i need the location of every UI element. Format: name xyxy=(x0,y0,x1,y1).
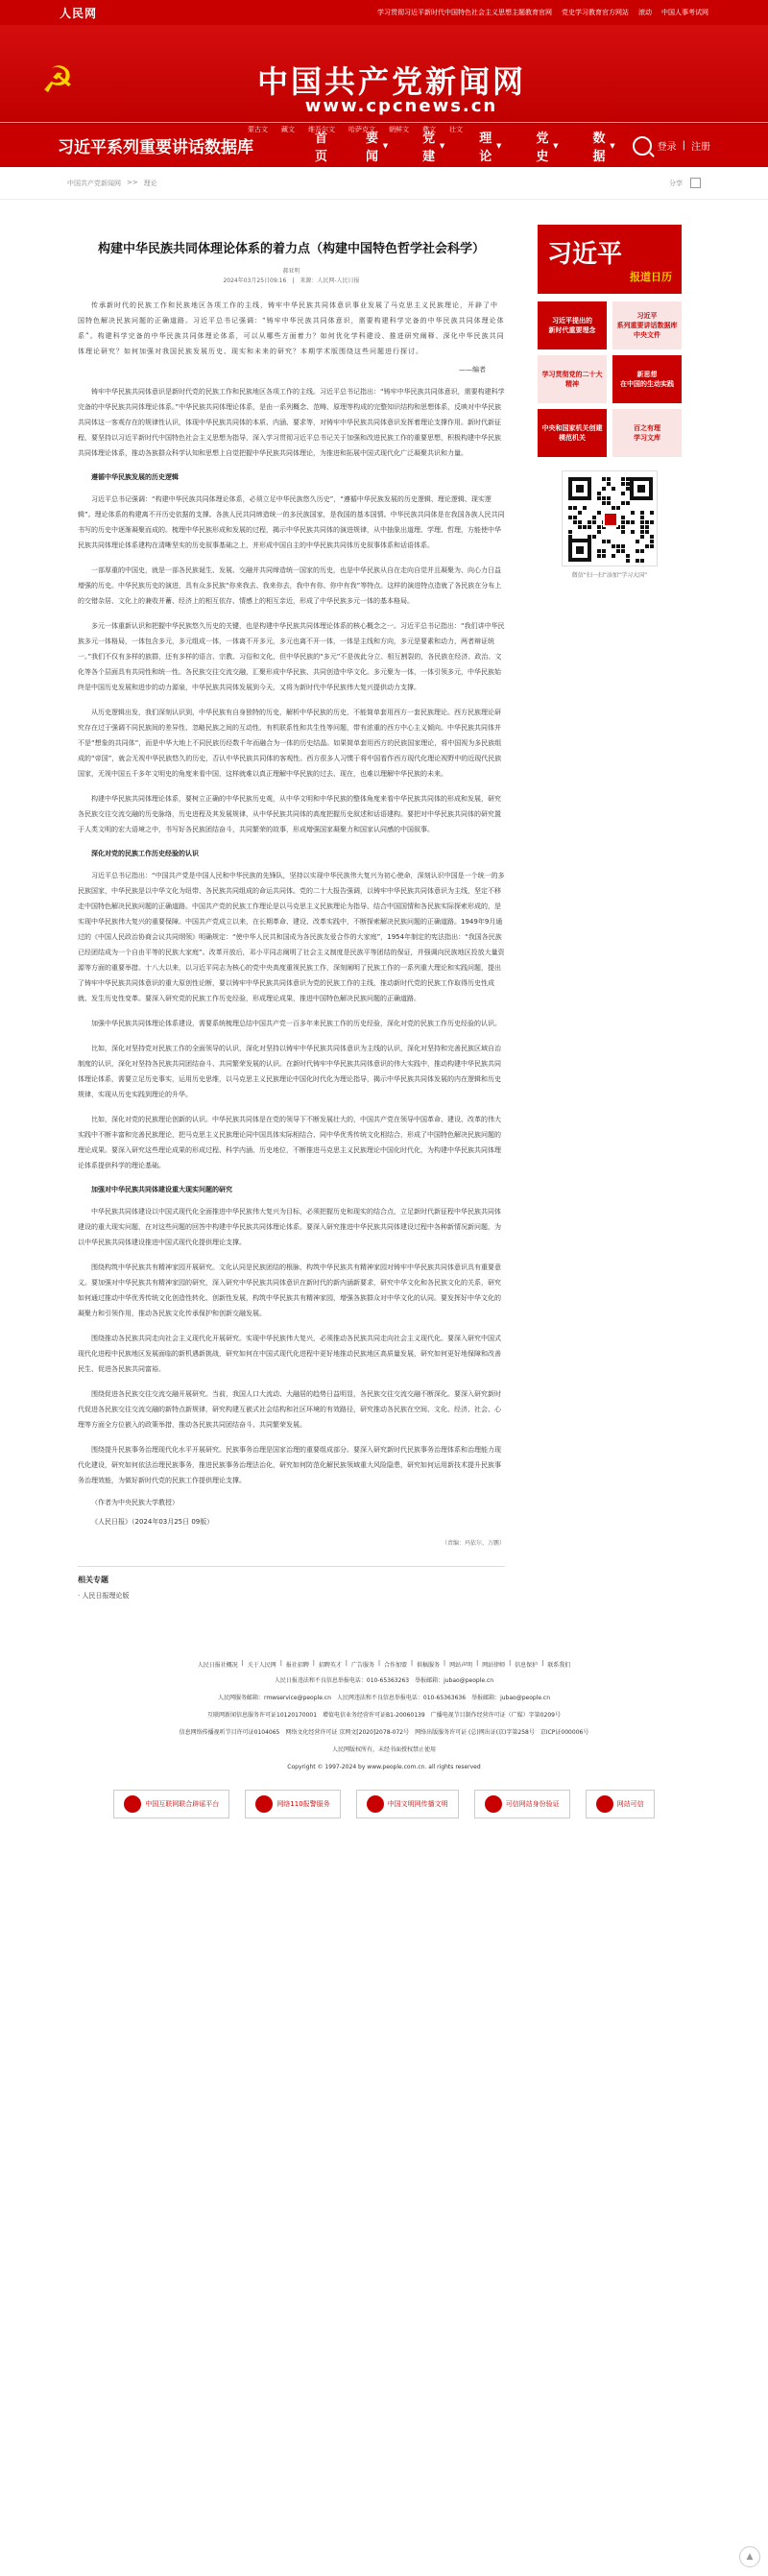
related-topics xyxy=(78,1566,505,1601)
login-link[interactable]: 登录 xyxy=(657,142,677,153)
lang-link[interactable]: 哈萨克文 xyxy=(348,126,375,133)
divider: | xyxy=(411,1660,414,1667)
chevron-down-icon: ▼ xyxy=(553,141,559,150)
lang-link[interactable]: 彝文 xyxy=(422,126,436,133)
back-to-top-button[interactable]: ▲ xyxy=(739,2546,760,2567)
badge-icon xyxy=(485,1795,502,1813)
sidebar-tile[interactable]: 中央和国家机关创建模范机关 xyxy=(538,409,607,457)
sidebar-tile[interactable]: 百之有理 学习文库 xyxy=(612,409,682,457)
badge-icon xyxy=(124,1795,141,1813)
banner-subtitle: 报道日历 xyxy=(630,271,672,283)
divider: | xyxy=(279,1660,282,1667)
badge-icon xyxy=(596,1795,613,1813)
register-link[interactable]: 注册 xyxy=(691,142,710,153)
chevron-down-icon: ▼ xyxy=(439,141,445,150)
site-url: www.cpcnews.cn xyxy=(304,96,498,116)
footer-link[interactable]: 网站声明 xyxy=(449,1662,473,1669)
trust-badge[interactable] xyxy=(356,1790,459,1818)
lang-link[interactable]: 藏文 xyxy=(281,126,295,133)
badge-icon xyxy=(255,1795,273,1813)
divider: | xyxy=(509,1660,512,1667)
top-link[interactable]: 滚动 xyxy=(638,9,652,16)
lang-link[interactable]: 蒙古文 xyxy=(248,126,268,133)
editor-credit: （责编：玛依尔、万鹏） xyxy=(441,1540,505,1547)
nav-label: 党史 xyxy=(536,131,549,164)
article-paragraph: 围绕促进各民族交往交流交融开展研究。当前，我国人口大流动、大融居的趋势日益明显，各民族交往交流交融不断深化。要深入研究新时代促进各民族交往交流交融的新特点新规律，研究构建互嵌式社会结构和社区环境的有效路径，研究推动各民族在空间、文化、经济、社会、心理等方面全方位嵌入的政策举措，推动各民族共同团结奋斗、共同繁荣发展。 xyxy=(78,1390,501,1429)
footer-link[interactable]: 关于人民网 xyxy=(247,1662,276,1669)
nav-label: 党建 xyxy=(422,131,436,164)
sidebar-tile[interactable]: 新思想 在中国的生动实践 xyxy=(612,355,682,403)
trust-badge[interactable] xyxy=(474,1790,570,1818)
sidebar-tile[interactable]: 习近平提出的 新时代重要理念 xyxy=(538,301,607,349)
footer-link[interactable]: 联系我们 xyxy=(547,1662,571,1669)
share-icon[interactable] xyxy=(690,178,701,188)
footer-info-row: 人民网版权所有，未经书面授权禁止使用 xyxy=(331,1746,436,1753)
search-icon[interactable] xyxy=(633,136,652,156)
chevron-down-icon: ▼ xyxy=(382,141,389,150)
footer-info-row: 人民日报违法和不良信息举报电话：010-65363263 举报邮箱：jubao@people.cn xyxy=(274,1677,494,1684)
divider: | xyxy=(345,1660,348,1667)
article-author: 郝亚明 xyxy=(282,268,300,275)
top-link[interactable]: 党史学习教育官方网站 xyxy=(562,9,629,16)
badge-label: 网络110报警服务 xyxy=(276,1800,330,1808)
top-utility-bar xyxy=(0,0,768,25)
qr-code xyxy=(562,470,658,566)
trust-badge[interactable] xyxy=(245,1790,340,1818)
nav-label: 数据 xyxy=(592,131,606,164)
lang-link[interactable]: 壮文 xyxy=(449,126,463,133)
database-brand[interactable]: 习近平系列重要讲话数据库 xyxy=(58,138,253,157)
breadcrumb-item[interactable]: 理论 xyxy=(143,179,157,187)
footer xyxy=(0,1660,768,1818)
footer-link[interactable]: 供稿服务 xyxy=(417,1662,441,1669)
divider: | xyxy=(541,1660,544,1667)
lang-link[interactable]: 朝鲜文 xyxy=(389,126,409,133)
section-heading: 加强对中华民族共同体建设重大现实问题的研究 xyxy=(91,1186,232,1193)
breadcrumb-item[interactable]: 中国共产党新闻网 xyxy=(67,179,121,187)
related-item[interactable]: · 人民日报理论版 xyxy=(78,1592,130,1600)
article-paragraph: 加强中华民族共同体理论体系建设，需要系统梳理总结中国共产党一百多年来民族工作的历史经验，深化对党的民族工作历史经验的认识。 xyxy=(91,1020,501,1027)
article-body xyxy=(78,384,505,1488)
article-paragraph: 习近平总书记强调：“构建中华民族共同体理论体系，必须立足中华民族悠久历史”，“遵循中华民族发展的历史逻辑、理论逻辑、现实逻辑”。理论体系的构建离不开历史依据的支撑。各族人民共同缔造统一的多民族国家，是我国的基本国情。中华民族共同体是在我国各族人民共同书写的历史中逐渐凝聚而成的。梳理中华民族形成和发展的过程，揭示中华民族共同体的演进规律，从中抽象出道理、学理、哲理，方能使中华民族共同体理论体系建构在清晰坚实的历史叙事基础之上，并形成中国自主的中华民族共同体历史叙事体系和话语体系。 xyxy=(78,495,505,549)
chevron-down-icon: ▼ xyxy=(610,141,615,150)
sidebar-tile[interactable]: 学习贯彻党的二十大精神 xyxy=(538,355,607,403)
footer-links xyxy=(67,1660,701,1669)
author-note: （作者为中央民族大学教授） xyxy=(91,1499,179,1506)
sidebar xyxy=(538,211,682,1610)
nav-item-theory[interactable] xyxy=(462,128,518,164)
article-paragraph: 铸牢中华民族共同体意识是新时代党的民族工作和民族地区各项工作的主线。习近平总书记指出：“铸牢中华民族共同体意识，需要构建科学完备的中华民族共同体理论体系。”中华民族共同体理论体系，是由一系列概念、范畴、原理等构成的完整知识结构和思想体系，反映对中华民族共同体这一客观存在的规律性认识，体现中华民族共同体的本质、内涵、要求等，对铸牢中华民族共同体意识发挥着理论支撑作用。新时代新征程，要坚持以习近平新时代中国特色社会主义思想为指导，深入学习贯彻习近平总书记关于加强和改进民族工作的重要思想，积极构建中华民族共同体理论体系，推动各族群众科学认知和思想上自觉把握中华民族共同体理论，为推进和拓展中国式现代化广泛凝聚共识和力量。 xyxy=(78,388,505,457)
article-paragraph: 比如，深化对坚持党对民族工作的全面领导的认识，深化对坚持以铸牢中华民族共同体意识为主线的认识，深化对坚持和完善民族区域自治制度的认识，深化对坚持各民族共同团结奋斗、共同繁荣发展的认识。在新时代铸牢中华民族共同体意识的伟大实践中，推动构建中华民族共同体理论体系，需要立足历史事实，运用历史思维，以马克思主义民族理论中国化时代化为理论指导，揭示中华民族共同体发展的内在逻辑和历史规律，实现从历史实践到理论的升华。 xyxy=(78,1045,501,1098)
divider: | xyxy=(241,1660,244,1667)
chevron-down-icon: ▼ xyxy=(495,141,502,150)
article-title: 构建中华民族共同体理论体系的着力点（构建中国特色哲学社会科学） xyxy=(97,242,485,256)
footer-info-row: 信息网络传播视听节目许可证0104065 网络文化经营许可证 京网文[2020]2078-072号 网络出版服务许可证 (总)网出证(京)字第258号 京ICP证000006号 xyxy=(179,1729,589,1736)
article-paragraph: 习近平总书记指出：“中国共产党是中国人民和中华民族的先锋队，坚持以实现中华民族伟大复兴为初心使命，深刻认识中国是一个统一的多民族国家，中华民族是以中华文化为纽带、各民族共同组成的命运共同体。党的二十大报告强调，以铸牢中华民族共同体意识为主线，坚定不移走中国特色解决民族问题的正确道路。中国共产党的民族工作理论是以马克思主义民族理论为指导、结合中国国情和各民族实际探索形成的，是实现中华民族伟大复兴的重要保障。中国共产党成立以来，在长期革命、建设、改革实践中，不断探索解决民族问题的正确道路。1949年9月通过的《中国人民政治协商会议共同纲领》明确规定：“使中华人民共和国成为各民族友爱合作的大家庭”，1954年制定的宪法指出：“我国各民族已经团结成为一个自由平等的民族大家庭”。改革开放后，邓小平同志阐明了社会主义制度是民族平等团结的保证，并强调向民族地区投放大量资源等方面的重要举措。十八大以来，以习近平同志为核心的党中央高度重视民族工作，深刻阐明了民族工作的一系列重大理论和实践问题，提出了铸牢中华民族共同体意识的重大原创性论断，要以铸牢中华民族共同体意识为党的民族工作的主线，推动新时代党的民族工作取得历史性成就、发生历史性变革。要深入研究党的民族工作历史经验，形成理论成果，推进中国特色解决民族问题的正确道路。 xyxy=(78,872,505,1002)
divider: | xyxy=(444,1660,446,1667)
badge-label: 网站可信 xyxy=(616,1800,644,1808)
sidebar-tile[interactable]: 习近平 系列重要讲话数据库 中央文件 xyxy=(612,301,682,349)
article-paragraph: 比如，深化对党的民族理论创新的认识。中华民族共同体是在党的领导下不断发展壮大的，中国共产党在领导中国革命、建设、改革的伟大实践中不断丰富和完善民族理论，把马克思主义民族理论同中国具体实际相结合、同中华优秀传统文化相结合，形成了中国特色解决民族问题的理论成果。要深入研究这些理论成果的形成过程、科学内涵、历史地位，不断推进马克思主义民族理论中国化时代化，为构建中华民族共同体理论体系提供科学的理论基础。 xyxy=(78,1116,501,1169)
divider: | xyxy=(377,1660,380,1667)
nav-item-history[interactable] xyxy=(518,128,575,164)
nav-label: 要闻 xyxy=(366,131,379,164)
article-meta: 郝亚明 2024年03月25日09:16 | 来源：人民网-人民日报 xyxy=(78,267,505,286)
footer-info-row: Copyright © 1997-2024 by www.people.com.cn. all rights reserved xyxy=(287,1764,481,1770)
lang-link[interactable]: 维吾尔文 xyxy=(308,126,335,133)
section-heading: 深化对党的民族工作历史经验的认识 xyxy=(91,850,199,857)
language-links xyxy=(248,125,463,134)
footer-link[interactable]: 网站律师 xyxy=(482,1662,506,1669)
nav-label: 首页 xyxy=(315,131,328,164)
qr-caption: 微信“扫一扫”添加“学习大国” xyxy=(571,572,648,579)
footer-link[interactable]: 广告服务 xyxy=(350,1662,374,1669)
divider: | xyxy=(476,1660,479,1667)
trust-badge[interactable] xyxy=(113,1790,229,1818)
article-paragraph: 中华民族共同体建设以中国式现代化全面推进中华民族伟大复兴为目标，必须把握历史和现实的结合点，立足新时代新征程中华民族共同体建设的重大现实问题，在对这些问题的回答中构建中华民族共同体理论体系。要深入研究推进中华民族共同体建设过程中各种新情况新问题，为以中华民族共同体建设推进中国式现代化提供理论支撑。 xyxy=(78,1208,501,1246)
share-label: 分享 xyxy=(669,179,683,187)
divider: | xyxy=(312,1660,315,1667)
article-paragraph: 围绕推动各民族共同走向社会主义现代化开展研究。实现中华民族伟大复兴，必须推动各民族共同走向社会主义现代化。要深入研究中国式现代化进程中民族地区发展面临的新机遇新挑战，研究如何在中国式现代化进程中更好地推动民族地区高质量发展，研究如何更好地保障和改善民生、促进各民族共同富裕。 xyxy=(78,1335,501,1373)
article-paragraph: 一部厚重的中国史，就是一部各民族诞生、发展、交融并共同缔造统一国家的历史，也是中华民族从自在走向自觉并且凝聚为、向心力日益增强的历史。中华民族历史的演进，具有众多民族“你来我去、我来你去，我中有你、你中有我”等特点。这样的演进特点造就了各民族在分布上的交错杂居、文化上的兼收并蓄、经济上的相互依存、情感上的相互亲近，形成了中华民族多元一体的基本格局。 xyxy=(78,566,502,605)
editor-byline: ——编者 xyxy=(459,366,486,373)
footer-link[interactable]: 招聘英才 xyxy=(318,1662,342,1669)
xi-calendar-banner[interactable] xyxy=(538,225,682,294)
badge-label: 中国文明网传播文明 xyxy=(387,1800,448,1808)
article-paragraph: 围绕构筑中华民族共有精神家园开展研究。文化认同是民族团结的根脉，构筑中华民族共有精神家园对铸牢中华民族共同体意识具有重要意义。要加强对中华民族共有精神家园的研究，深入研究中华民族共同体意识在新时代的新内涵新要求，研究中华文化和各民族文化的关系，研究如何通过推动中华优秀传统文化创造性转化、创新性发展，构筑中华民族共有精神家园，增强各族群众对中华文化的认同。要发挥好中华文化的凝聚力和引领作用，推动各民族文化传承保护和创新交融发展。 xyxy=(78,1264,501,1317)
badge-label: 可信网站身份验证 xyxy=(505,1800,560,1808)
badge-label: 中国互联网联合辟谣平台 xyxy=(145,1800,220,1808)
article xyxy=(62,211,516,1610)
divider: | xyxy=(682,140,685,151)
article-date: 2024年03月25日09:16 xyxy=(223,277,287,284)
top-link[interactable]: 学习贯彻习近平新时代中国特色社会主义思想主题教育官网 xyxy=(377,9,552,16)
article-paragraph: 构建中华民族共同体理论体系，要树立正确的中华民族历史观，从中华文明和中华民族的整体角度来看中华民族共同体的形成和发展，研究各民族交往交流交融的历史脉络，历史进程及其发展规律，从中华民族共同体的高度把握历史叙述和话语建构。要把对中华民族共同体的研究置于人类文明的宏大语境之中，书写好各民族团结奋斗，共同繁荣的故事，形成增强国家凝聚力和国家认同感的中国叙事。 xyxy=(78,795,501,833)
article-paragraph: 围绕提升民族事务治理现代化水平开展研究。民族事务治理是国家治理的重要组成部分。要深入研究新时代民族事务治理体系和治理能力现代化建设，研究如何依法治理民族事务，推进民族事务治理法治化，研究如何防范化解民族领域重大风险隐患，研究如何运用新技术提升民族事务治理效能，为做好新时代党的民族工作提供理论支撑。 xyxy=(78,1446,501,1484)
footer-link[interactable]: 报社招聘 xyxy=(285,1662,309,1669)
nav-item-data[interactable] xyxy=(576,128,633,164)
publication-source: 《人民日报》（2024年03月25日 09版） xyxy=(91,1518,214,1526)
article-paragraph: 多元一体重新认识和把握中华民族悠久历史的关键，也是构建中华民族共同体理论体系的核心概念之一。习近平总书记指出：“我们讲中华民族多元一体格局，一体包含多元，多元组成一体，一体离不开多元，多元也离不开一体，一体是主线和方向，多元是要素和动力，两者辩证统一。”我们不仅有多样的族群，还有多样的语言、宗教、习俗和文化，但中华民族的“多元”不是彼此分立、相互割裂的，各民族在经济、政治、文化等各个层面具有共同性和统一性。各民族交往交流交融，汇聚形成中华民族、共同创造中华文化。多元聚为一体，一体引领多元，中华民族始终是中国历史发展和进步的动力源泉，中华民族共同体发展到今天，又将为新时代中华民族伟大复兴提供动力支撑。 xyxy=(78,622,505,691)
section-heading: 遵循中华民族发展的历史逻辑 xyxy=(91,473,179,481)
top-link[interactable]: 中国人事考试网 xyxy=(661,9,708,16)
footer-link[interactable]: 人民日报社概况 xyxy=(197,1662,238,1669)
masthead xyxy=(0,25,768,133)
trust-badge[interactable] xyxy=(586,1790,655,1818)
editor-intro: 传承新时代的民族工作和民族地区各项工作的主线，铸牢中华民族共同体意识事业发展了马克思主义民族理论，开辟了中国特色解决民族问题的正确道路。习近平总书记强调：“铸牢中华民族共同体意识，需要构建科学完备的中华民族共同体理论体系”。构建科学完备的中华民族共同体理论体系，可以从哪些方面着力？如何优化学科建设、推进研究阐释、深化中华民族共同体理论研究？如何加强对我国民族发展历史、现实和未来的研究？本期学术版围绕这些问题进行探讨。 xyxy=(78,301,505,355)
footer-link[interactable]: 信息保护 xyxy=(515,1662,539,1669)
people-logo[interactable]: 人民网 xyxy=(60,6,98,20)
party-emblem-icon: ☭ xyxy=(40,59,75,101)
breadcrumb xyxy=(0,167,768,200)
related-heading: 相关专题 xyxy=(78,1576,108,1584)
breadcrumb-sep: >> xyxy=(127,178,138,186)
top-links xyxy=(377,8,708,17)
footer-info-row: 人民网服务邮箱：rmwservice@people.cn 人民网违法和不良信息举报电话：010-65363636 举报邮箱：jubao@people.cn xyxy=(217,1695,551,1701)
footer-info-row: 互联网新闻信息服务许可证10120170001 增值电信业务经营许可证B1-20060139 广播电视节目制作经营许可证（广媒）字第0209号 xyxy=(207,1712,561,1719)
footer-link[interactable]: 合作加盟 xyxy=(383,1662,407,1669)
banner-title: 习近平 xyxy=(547,240,623,269)
site-title[interactable]: 中国共产党新闻网 xyxy=(256,63,526,100)
badge-icon xyxy=(367,1795,384,1813)
article-paragraph: 从历史逻辑出发，我们深刻认识到，中华民族有自身独特的历史，解析中华民族的历史，不能简单套用西方一套民族理论。西方民族理论研究存在过于强调不同民族间的差异性、忽略民族之间的互动性、有机联系性和共生性等问题，带有浓重的西方中心主义倾向。中华民族共同体并不是“想象的共同体”，而是中华大地上不同民族历经数千年而融合为一体的历史结晶。如果简单套用西方的民族国家理论，将中国视为多民族组成的“帝国”，就会无视中华民族悠久的历史，否认中华民族共同体的客观性。西方很多人习惯于将中国看作西方现代化理论视野中的近现代民族国家，无视中国五千多年文明史的角度来看中国，这样就难以真正理解中华民族的过去、现在，也难以理解中华民族的未来。 xyxy=(78,709,502,778)
article-source[interactable]: 来源：人民网-人民日报 xyxy=(300,277,360,284)
nav-label: 理论 xyxy=(479,131,492,164)
